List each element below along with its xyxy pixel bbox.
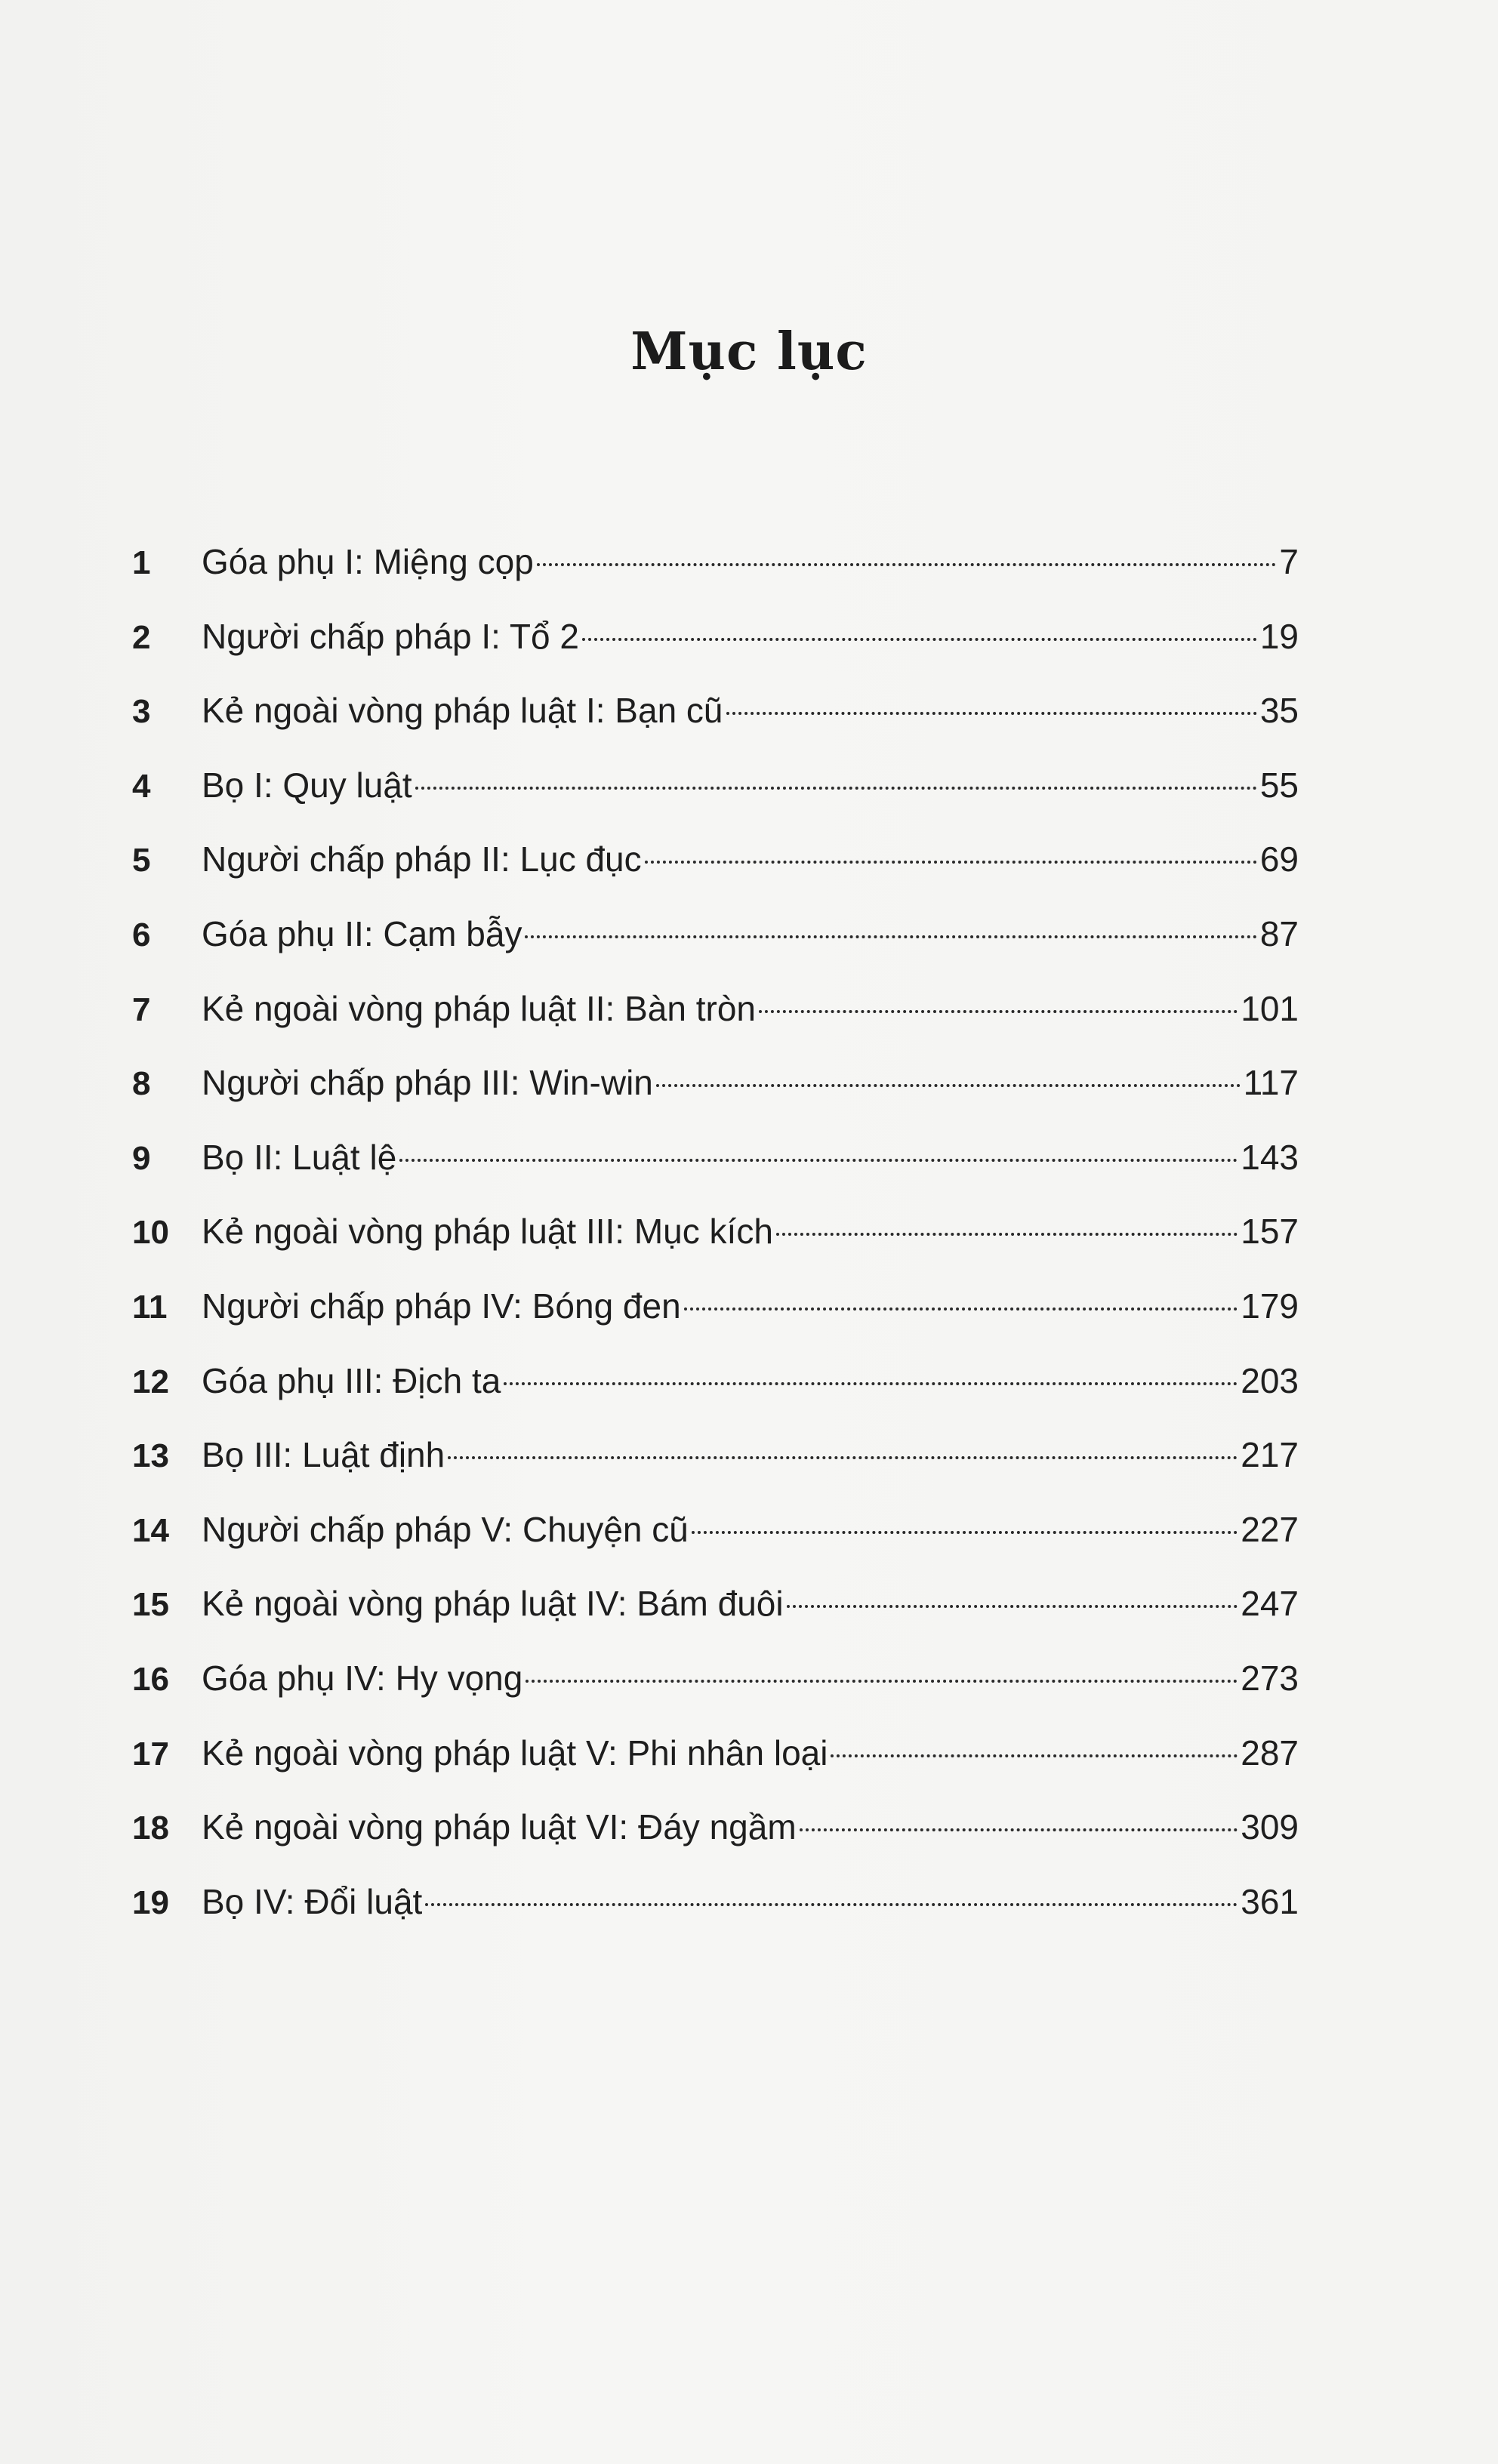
toc-entry bbox=[132, 1194, 1299, 1269]
page-title: Mục lục bbox=[630, 321, 868, 382]
chapter-number: 8 bbox=[132, 1065, 151, 1103]
dot-leader bbox=[800, 1828, 1238, 1831]
toc-entry bbox=[132, 748, 1299, 823]
toc-entry bbox=[132, 1418, 1299, 1492]
chapter-title: Người chấp pháp IV: Bóng đen bbox=[202, 1286, 681, 1326]
page-number: 19 bbox=[1259, 616, 1299, 656]
dot-leader bbox=[448, 1456, 1238, 1459]
toc-entry bbox=[132, 1716, 1299, 1791]
chapter-title: Bọ III: Luật định bbox=[202, 1435, 445, 1475]
dot-leader bbox=[645, 861, 1257, 864]
dot-leader bbox=[537, 563, 1277, 566]
page-number: 117 bbox=[1243, 1063, 1299, 1103]
page-number: 273 bbox=[1241, 1658, 1299, 1698]
chapter-number: 16 bbox=[132, 1660, 169, 1698]
dot-leader bbox=[504, 1382, 1238, 1385]
chapter-title: Góa phụ IV: Hy vọng bbox=[202, 1658, 523, 1698]
toc-entry bbox=[132, 1120, 1299, 1195]
toc-entry bbox=[132, 972, 1299, 1046]
toc-entry bbox=[132, 1566, 1299, 1641]
page-number: 361 bbox=[1241, 1881, 1299, 1921]
chapter-title: Người chấp pháp II: Lục đục bbox=[202, 839, 642, 879]
chapter-title: Kẻ ngoài vòng pháp luật IV: Bám đuôi bbox=[202, 1584, 784, 1624]
toc-entry bbox=[132, 599, 1299, 674]
chapter-number: 7 bbox=[132, 990, 151, 1028]
dot-leader bbox=[759, 1010, 1238, 1013]
chapter-number: 3 bbox=[132, 693, 151, 731]
toc-entry bbox=[132, 1641, 1299, 1716]
dot-leader bbox=[525, 935, 1256, 938]
dot-leader bbox=[684, 1307, 1238, 1311]
page-number: 217 bbox=[1241, 1435, 1299, 1475]
chapter-number: 2 bbox=[132, 618, 151, 656]
page-number: 7 bbox=[1279, 542, 1299, 581]
dot-leader bbox=[399, 1159, 1238, 1162]
toc-entry bbox=[132, 822, 1299, 897]
chapter-title: Người chấp pháp III: Win-win bbox=[202, 1063, 653, 1103]
page-number: 227 bbox=[1241, 1509, 1299, 1549]
chapter-title: Góa phụ II: Cạm bẫy bbox=[202, 913, 522, 953]
dot-leader bbox=[582, 638, 1257, 641]
dot-leader bbox=[726, 712, 1257, 715]
chapter-number: 13 bbox=[132, 1437, 169, 1475]
chapter-title: Kẻ ngoài vòng pháp luật II: Bàn tròn bbox=[202, 988, 756, 1028]
dot-leader bbox=[656, 1084, 1241, 1087]
dot-leader bbox=[415, 787, 1257, 790]
toc-entry bbox=[132, 1492, 1299, 1567]
dot-leader bbox=[692, 1531, 1238, 1534]
table-of-contents bbox=[132, 525, 1299, 1939]
chapter-number: 10 bbox=[132, 1214, 169, 1252]
chapter-title: Người chấp pháp I: Tổ 2 bbox=[202, 616, 579, 656]
page-number: 55 bbox=[1259, 765, 1299, 805]
chapter-number: 9 bbox=[132, 1139, 151, 1177]
chapter-title: Bọ I: Quy luật bbox=[202, 765, 412, 805]
toc-entry bbox=[132, 1790, 1299, 1865]
chapter-title: Kẻ ngoài vòng pháp luật V: Phi nhân loại bbox=[202, 1732, 828, 1773]
page-number: 247 bbox=[1241, 1584, 1299, 1624]
chapter-number: 18 bbox=[132, 1810, 169, 1847]
chapter-title: Kẻ ngoài vòng pháp luật III: Mục kích bbox=[202, 1212, 773, 1252]
chapter-title: Kẻ ngoài vòng pháp luật I: Bạn cũ bbox=[202, 691, 723, 731]
chapter-title: Người chấp pháp V: Chuyện cũ bbox=[202, 1509, 689, 1549]
page-number: 69 bbox=[1259, 839, 1299, 879]
page-number: 287 bbox=[1241, 1732, 1299, 1773]
chapter-number: 12 bbox=[132, 1363, 169, 1400]
chapter-number: 17 bbox=[132, 1735, 169, 1773]
page-number: 203 bbox=[1241, 1360, 1299, 1400]
dot-leader bbox=[526, 1680, 1238, 1683]
chapter-number: 19 bbox=[132, 1883, 169, 1921]
toc-entry bbox=[132, 897, 1299, 972]
chapter-title: Bọ II: Luật lệ bbox=[202, 1137, 397, 1177]
toc-entry bbox=[132, 1865, 1299, 1939]
dot-leader bbox=[831, 1754, 1238, 1757]
dot-leader bbox=[425, 1903, 1238, 1906]
chapter-number: 6 bbox=[132, 916, 151, 953]
chapter-title: Bọ IV: Đổi luật bbox=[202, 1881, 423, 1921]
toc-entry bbox=[132, 1344, 1299, 1418]
toc-entry bbox=[132, 673, 1299, 748]
page-number: 309 bbox=[1241, 1807, 1299, 1847]
toc-entry bbox=[132, 1046, 1299, 1120]
toc-entry bbox=[132, 1269, 1299, 1344]
dot-leader bbox=[787, 1605, 1238, 1608]
chapter-title: Góa phụ III: Địch ta bbox=[202, 1360, 501, 1400]
chapter-number: 14 bbox=[132, 1511, 169, 1549]
page-number: 157 bbox=[1241, 1212, 1299, 1252]
chapter-number: 1 bbox=[132, 544, 151, 581]
dot-leader bbox=[776, 1233, 1238, 1236]
page-number: 35 bbox=[1259, 691, 1299, 731]
chapter-number: 4 bbox=[132, 767, 151, 805]
page-number: 179 bbox=[1241, 1286, 1299, 1326]
page-number: 87 bbox=[1259, 913, 1299, 953]
chapter-title: Kẻ ngoài vòng pháp luật VI: Đáy ngầm bbox=[202, 1807, 797, 1847]
page-number: 101 bbox=[1241, 988, 1299, 1028]
chapter-number: 11 bbox=[132, 1288, 168, 1326]
chapter-number: 15 bbox=[132, 1586, 169, 1624]
chapter-number: 5 bbox=[132, 842, 151, 879]
chapter-title: Góa phụ I: Miệng cọp bbox=[202, 542, 534, 581]
toc-entry bbox=[132, 525, 1299, 599]
page-number: 143 bbox=[1241, 1137, 1299, 1177]
